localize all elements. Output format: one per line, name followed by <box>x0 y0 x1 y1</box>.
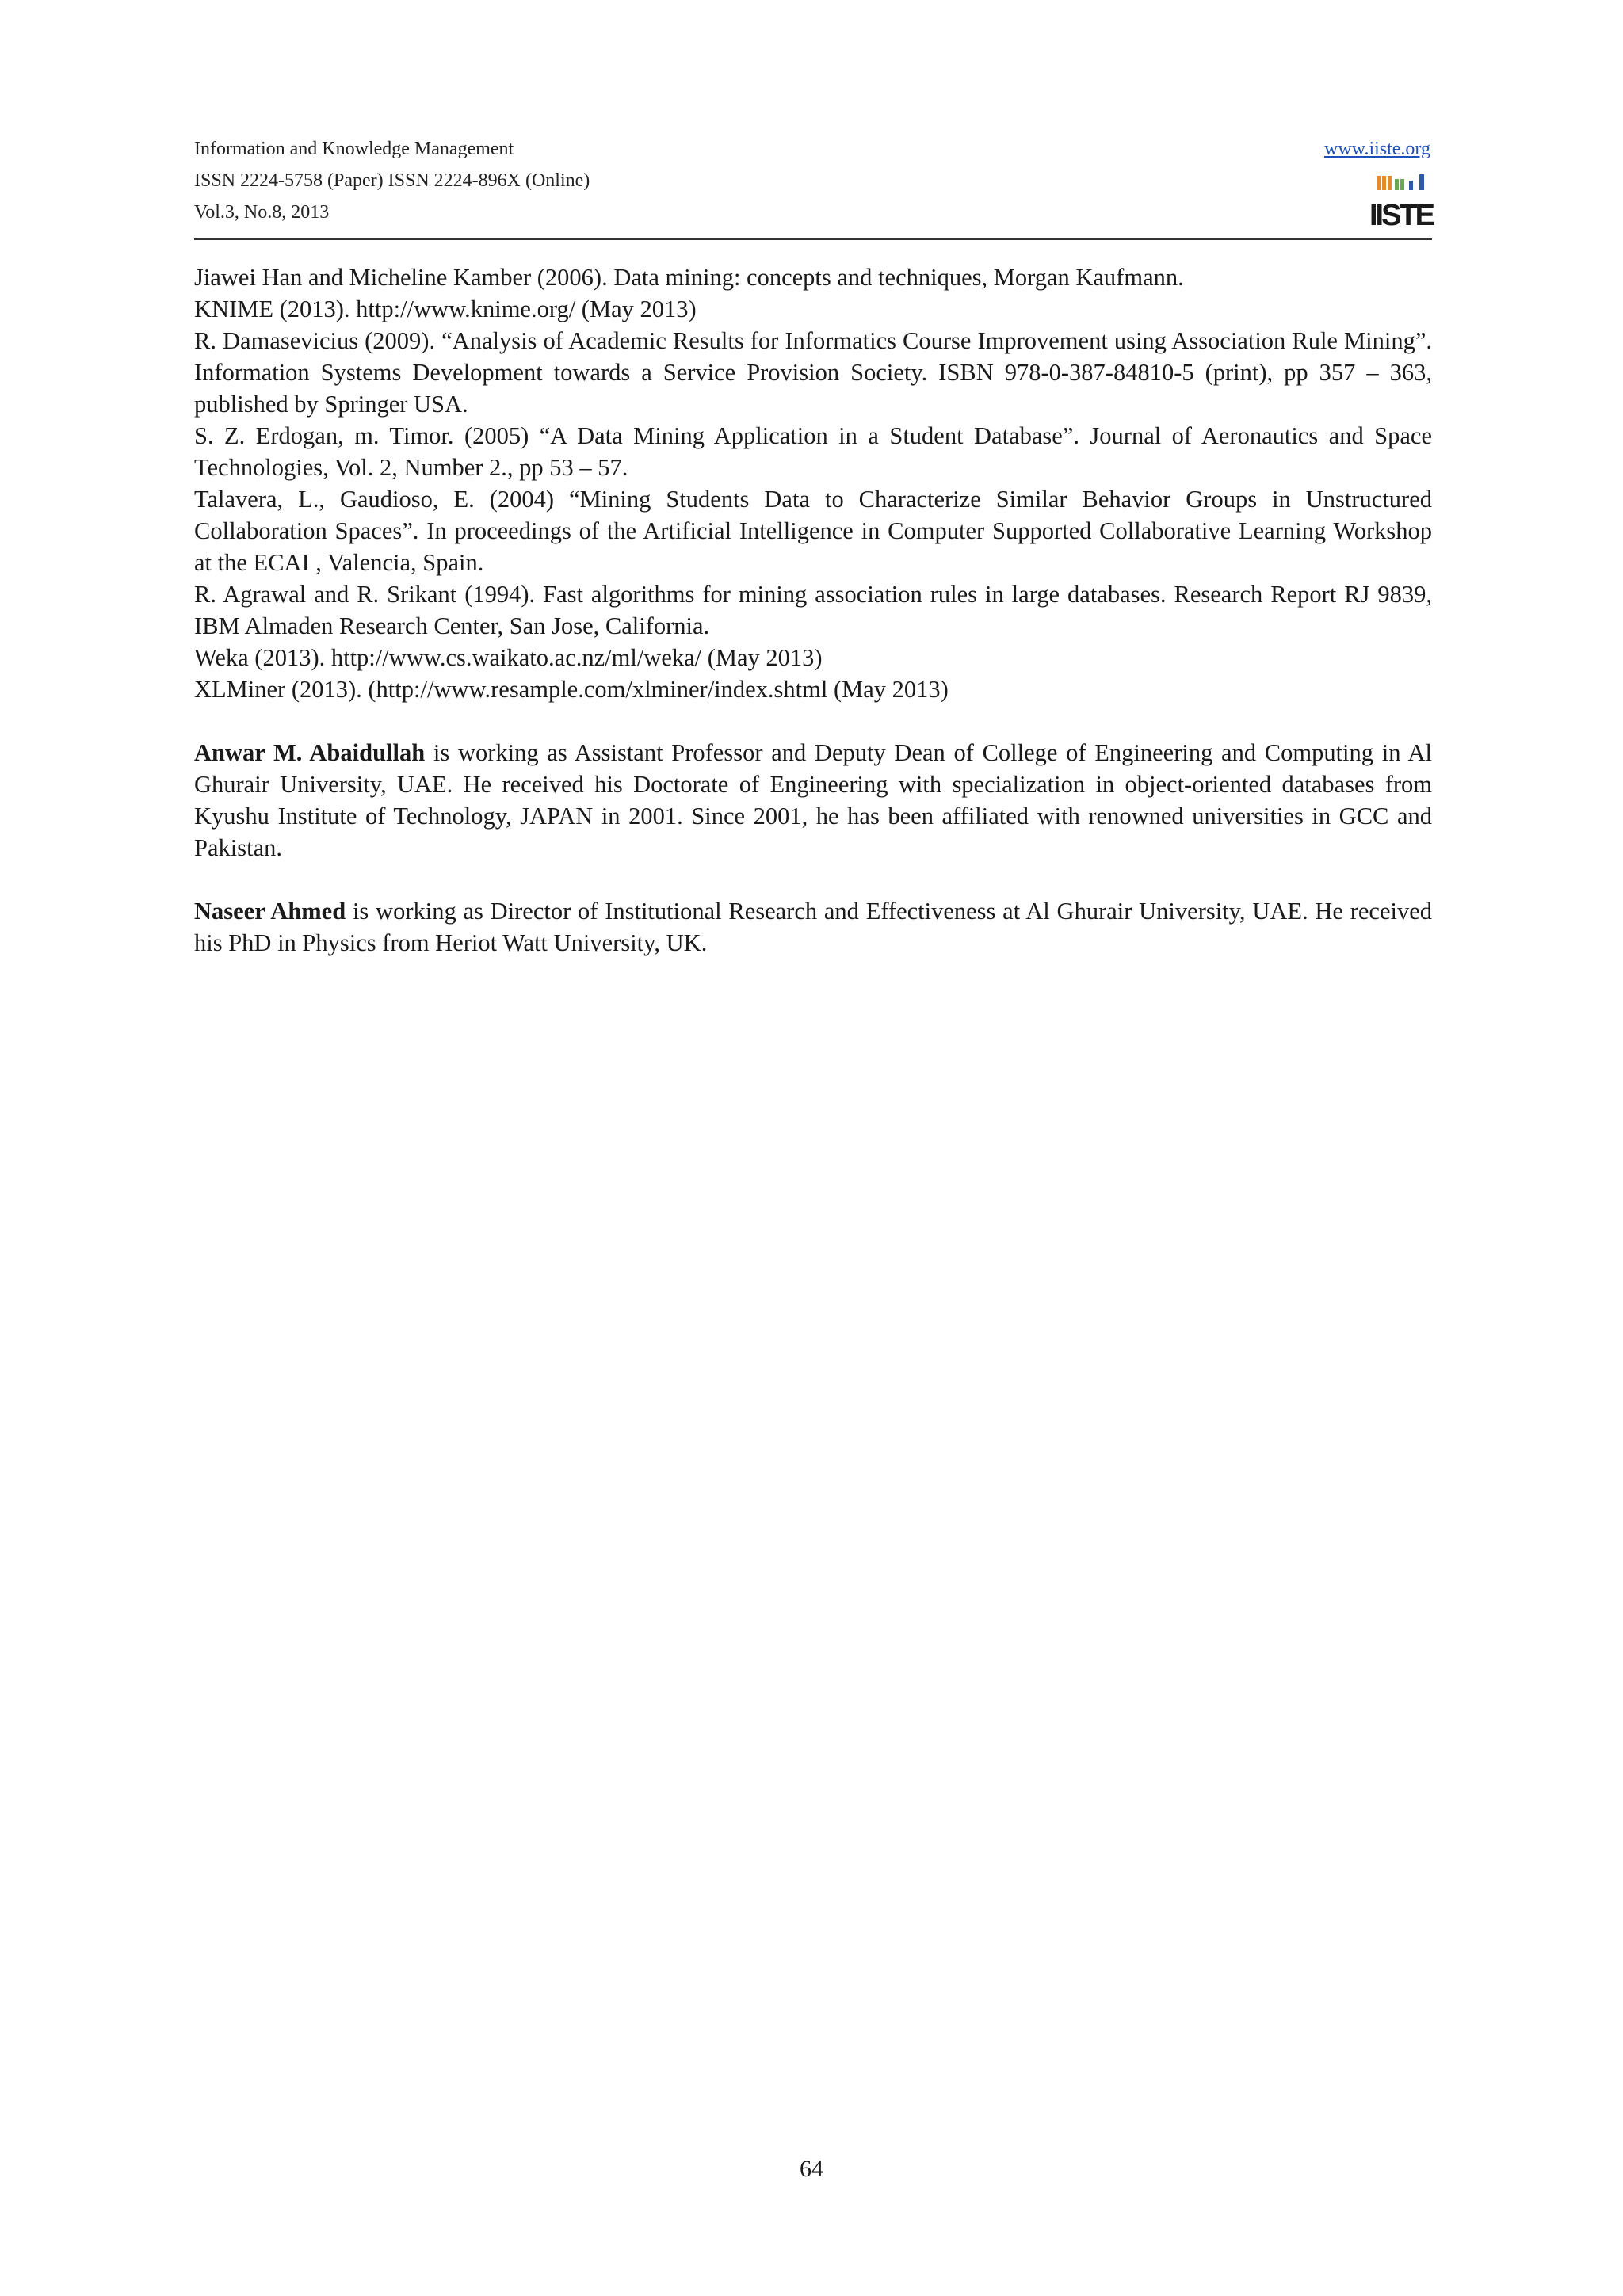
page-number: 64 <box>800 2156 823 2182</box>
author-name: Naseer Ahmed <box>194 898 346 925</box>
svg-text:IISTE: IISTE <box>1369 199 1434 232</box>
author-name: Anwar M. Abaidullah <box>194 739 426 766</box>
author-bio-text: is working as Director of Institutional Research and Effectiveness at Al Ghurair University, UAE. He received his PhD in Physics from Heriot Watt University, UK. <box>194 898 1432 956</box>
author-bio-text: is working as Assistant Professor and Deputy Dean of College of Engineering and Computing in Al Ghurair University, UAE. He received his Doctorate of Engineering with specialization in object-oriented databases from Kyushu Institute of Technology, JAPAN in 2001. Since 2001, he has been affiliated with renowned universities in GCC and Pakistan. <box>194 739 1432 861</box>
reference-item: R. Agrawal and R. Srikant (1994). Fast algorithms for mining association rules in large databases. Research Report RJ 9839, IBM Almaden Research Center, San Jose, California. <box>194 581 1432 639</box>
reference-item: Jiawei Han and Micheline Kamber (2006). Data mining: concepts and techniques, Morgan Kaufmann. <box>194 264 1184 291</box>
journal-title: Information and Knowledge Management <box>194 139 514 159</box>
reference-item: KNIME (2013). http://www.knime.org/ (May 2013) <box>194 296 697 322</box>
iiste-logo <box>1369 173 1434 235</box>
page-header <box>194 133 1434 239</box>
author-bio <box>194 737 1432 864</box>
volume-line: Vol.3, No.8, 2013 <box>194 202 330 223</box>
reference-item: XLMiner (2013). (http://www.resample.com/xlminer/index.shtml (May 2013) <box>194 676 949 703</box>
reference-item: S. Z. Erdogan, m. Timor. (2005) “A Data Mining Application in a Student Database”. Journal of Aeronautics and Space Technologies, Vol. 2, Number 2., pp 53 – 57. <box>194 422 1432 481</box>
issn-line: ISSN 2224-5758 (Paper) ISSN 2224-896X (Online) <box>194 170 590 191</box>
reference-item: Weka (2013). http://www.cs.waikato.ac.nz/ml/weka/ (May 2013) <box>194 644 823 671</box>
reference-list <box>194 261 1432 705</box>
reference-item: Talavera, L., Gaudioso, E. (2004) “Mining Students Data to Characterize Similar Behavior Groups in Unstructured Collaboration Spaces”. In proceedings of the Artificial Intelligence in Computer Supported Collaborative Learning Workshop at the ECAI , Valencia, Spain. <box>194 486 1432 576</box>
author-bio <box>194 895 1432 959</box>
page-content <box>194 261 1432 959</box>
journal-url-link[interactable]: www.iiste.org <box>1324 139 1430 159</box>
reference-item: R. Damasevicius (2009). “Analysis of Academic Results for Informatics Course Improvement using Association Rule Mining”. Information Systems Development towards a Service Provision Society. ISBN 978-0-387-84810-5 (print), pp 357 – 363, published by Springer USA. <box>194 327 1432 418</box>
header-divider <box>194 238 1432 240</box>
